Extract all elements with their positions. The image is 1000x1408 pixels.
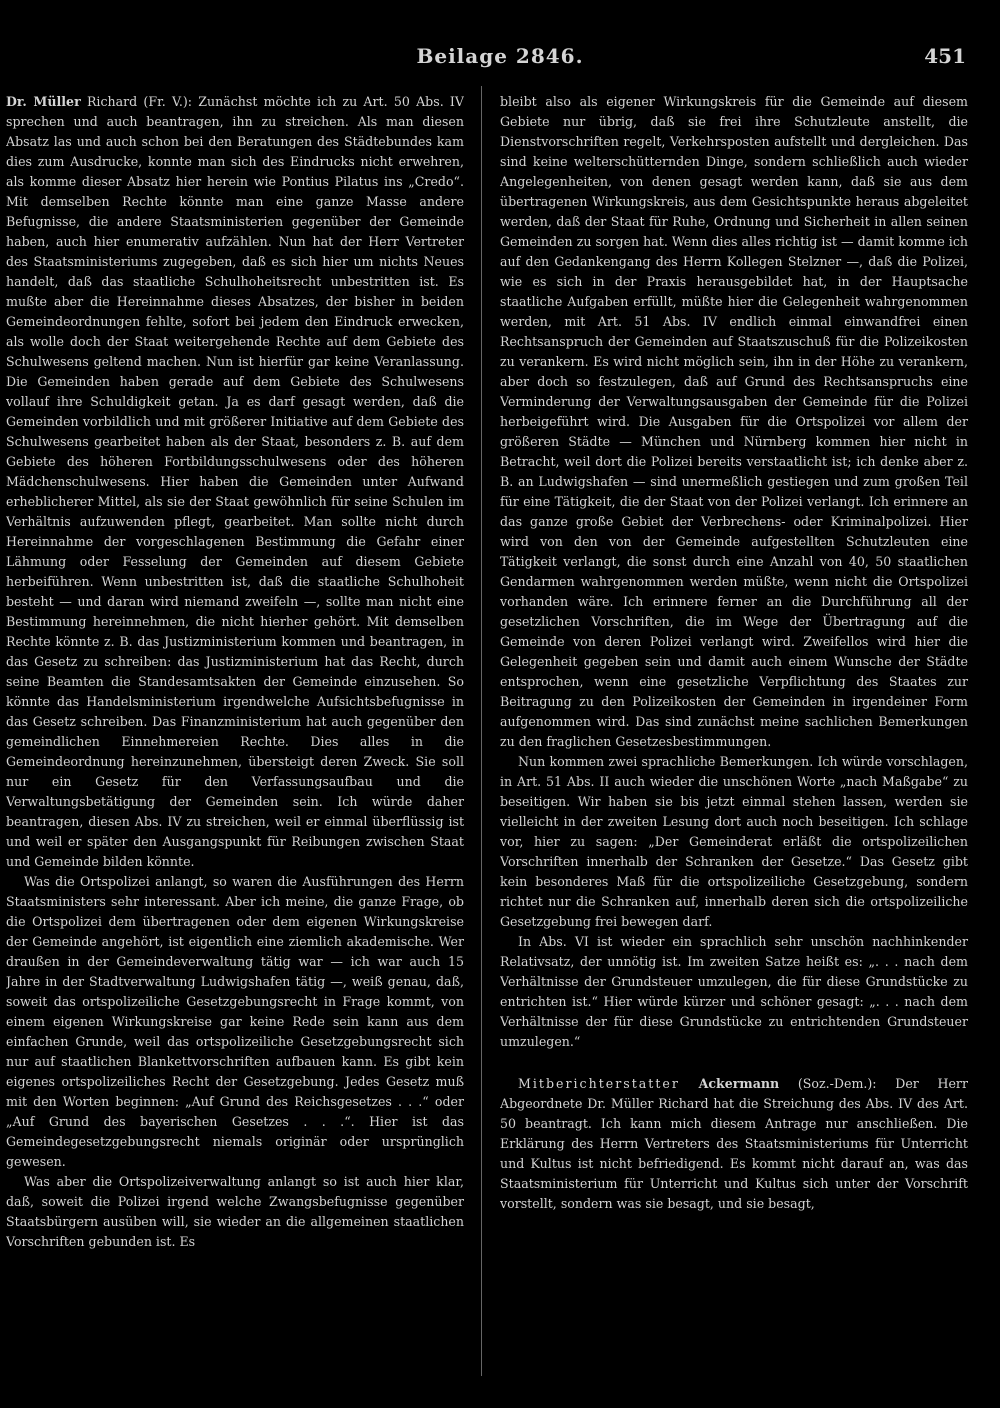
paragraph-text: Richard (Fr. V.): Zunächst möchte ich zu Art. 50 Abs. IV sprechen und auch beantragen, ihn zu streichen. Als man diesen Absatz las und auch schon bei den Beratungen des Städtebundes kam dies zum Ausdrucke, konnte man sich des Eindrucks nicht erwehren, als komme dieser Absatz hier herein wie Pontius Pilatus ins „Credo“. Mit demselben Rechte könnte man eine ganze Masse andere Befugnisse, die andere Staatsministerien gegenüber der Gemeinde haben, auch hier enumerativ aufzählen. Nun hat der Herr Vertreter des Staatsministeriums zugegeben, daß es sich hier um nichts Neues handelt, daß das staatliche Schulhoheitsrecht unbestritten ist. Es mußte aber die Hereinnahme dieses Absatzes, der bisher in beiden Gemeindeordnungen fehlte, sofort bei jedem den Eindruck erwecken, als wolle doch der Staat weitergehende Rechte auf dem Gebiete des Schulwesens geltend machen. Nun ist hierfür gar keine Veranlassung. Die Gemeinden haben gerade auf dem Gebiete des Schulwesens vollauf ihre Schuldigkeit getan. Ja es darf gesagt werden, daß die Gemeinden vorbildlich und mit größerer Initiative auf dem Gebiete des Schulwesens gearbeitet haben als der Staat, besonders z. B. auf dem Gebiete des höheren Fortbildungsschulwesens oder des höheren Mädchenschulwesens. Hier haben die Gemeinden unter Aufwand erheblicherer Mittel, als sie der Staat gewöhnlich für seine Schulen im Verhältnis aufzuwenden pflegt, gearbeitet. Man sollte nicht durch Hereinnahme der vorgeschlagenen Bestimmung die Gefahr einer Lähmung oder Fesselung der Gemeinden auf diesem Gebiete herbeiführen. Wenn unbestritten ist, daß die staatliche Schulhoheit besteht — und daran wird niemand zweifeln —, sollte man nicht eine Bestimmung hereinnehmen, die nicht hierher gehört. Mit demselben Rechte könnte z. B. das Justizministerium kommen und beantragen, in das Gesetz zu schreiben: das Justizministerium hat das Recht, durch seine Beamten die Standesamtsakten der Gemeinde einzusehen. So könnte das Handelsministerium irgendwelche Aufsichtsbefugnisse in das Gesetz schreiben. Das Finanzministerium hat auch gegenüber den gemeindlichen Einnehmereien Rechte. Dies alles in die Gemeindeordnung hereinzunehmen, übersteigt deren Zweck. Sie soll nur ein Gesetz für den Verfassungsaufbau und die Verwaltungsbetätigung der Gemeinden sein. Ich würde daher beantragen, diesen Abs. IV zu streichen, weil er einmal überflüssig ist und weil er später den Ausgangspunkt für Reibungen zwischen Staat und Gemeinde bilden könnte.	[6, 94, 464, 869]
paragraph-text: (Soz.-Dem.): Der Herr Abgeordnete Dr. Müller Richard hat die Streichung des Abs. IV des Art. 50 beantragt. Ich kann mich diesem Antrage nur anschließen. Die Erklärung des Herrn Vertreters des Staatsministeriums für Unterricht und Kultus ist nicht befriedigend. Es kommt nicht darauf an, was das Staatsministerium für Unterricht und Kultus sich unter der Vorschrift vorstellt, sondern was sie besagt, und sie besagt,	[500, 1076, 968, 1211]
left-column	[6, 92, 464, 1392]
speaker-name: Dr. Müller	[6, 94, 81, 109]
right-column	[500, 92, 968, 1392]
paragraph-ortspolizeiverwaltung: Was aber die Ortspolizeiverwaltung anlangt so ist auch hier klar, daß, soweit die Polizei irgend welche Zwangsbefugnisse gegenüber Staatsbürgern ausüben will, sie wieder an die allgemeinen staatlichen Vorschriften gebunden ist. Es	[6, 1174, 464, 1249]
speaker-role: Mitberichterstatter	[518, 1076, 680, 1091]
paragraph-mueller-speech	[6, 92, 464, 872]
page-number: 451	[924, 44, 966, 68]
page-header-title: Beilage 2846.	[416, 44, 584, 68]
paragraph-language-remarks: Nun kommen zwei sprachliche Bemerkungen. Ich würde vorschlagen, in Art. 51 Abs. II auch wieder die unschönen Worte „nach Maßgabe“ zu beseitigen. Wir haben sie bis jetzt einmal stehen lassen, werden sie vielleicht in der zweiten Lesung dort auch noch beseitigen. Ich schlage vor, hier zu sagen: „Der Gemeinderat erläßt die ortspolizeilichen Vorschriften innerhalb der Schranken der Gesetze.“ Das Gesetz gibt kein besonderes Maß für die ortspolizeiliche Gesetzgebung, sondern richtet nur die Schranken auf, innerhalb deren sich die ortspolizeiliche Gesetzgebung frei bewegen darf.	[500, 754, 968, 929]
paragraph-abs-vi: In Abs. VI ist wieder ein sprachlich sehr unschön nachhinkender Relativsatz, der unnötig ist. Im zweiten Satze heißt es: „. . . nach dem Verhältnisse der Grundsteuer umzulegen, die für diese Grundstücke zu entrichten ist.“ Hier würde kürzer und schöner gesagt: „. . . nach dem Verhältnisse der für diese Grundstücke zu entrichtenden Grundsteuer umzulegen.“	[500, 934, 968, 1049]
column-divider	[481, 86, 482, 1376]
paragraph-ackermann-speech	[500, 1074, 968, 1214]
speaker-name: Ackermann	[698, 1076, 780, 1091]
paragraph-ortspolizei: Was die Ortspolizei anlangt, so waren die Ausführungen des Herrn Staatsministers sehr interessant. Aber ich meine, die ganze Frage, ob die Ortspolizei dem übertragenen oder dem eigenen Wirkungskreise der Gemeinde angehört, ist eigentlich eine ziemlich akademische. Wer draußen in der Gemeindeverwaltung tätig war — ich war auch 15 Jahre in der Stadtverwaltung Ludwigshafen tätig —, weiß genau, daß, soweit das ortspolizeiliche Gesetzgebungsrecht in Frage kommt, von einem eigenen Wirkungskreise gar keine Rede sein kann aus dem einfachen Grunde, weil das ortspolizeiliche Gesetzgebungsrecht sich nur auf staatlichen Blankettvorschriften aufbauen kann. Es gibt kein eigenes ortspolizeiliches Recht der Gesetzgebung. Jedes Gesetz muß mit den Worten beginnen: „Auf Grund des Reichsgesetzes . . .“ oder „Auf Grund des bayerischen Gesetzes . . .“. Hier ist das Gemeindegesetzgebungsrecht niemals originär oder ursprünglich gewesen.	[6, 874, 464, 1169]
paragraph-continuation: bleibt also als eigener Wirkungskreis für die Gemeinde auf diesem Gebiete nur übrig, daß sie frei ihre Schutzleute anstellt, die Dienstvorschriften regelt, Verkehrsposten aufstellt und dergleichen. Das sind keine welterschütternden Dinge, sondern schließlich auch wieder Angelegenheiten, von denen gesagt werden kann, daß sie aus dem übertragenen Wirkungskreis, aus dem Gesichtspunkte heraus abgeleitet werden, daß der Staat für Ruhe, Ordnung und Sicherheit in allen seinen Gemeinden zu sorgen hat. Wenn dies alles richtig ist — damit komme ich auf den Gedankengang des Herrn Kollegen Stelzner —, daß die Polizei, wie es sich in der Praxis herausgebildet hat, in der Hauptsache staatliche Aufgaben erfüllt, müßte hier die Gelegenheit wahrgenommen werden, mit Art. 51 Abs. IV endlich einmal einwandfrei einen Rechtsanspruch der Gemeinden auf Staatszuschuß für die Polizeikosten zu verankern. Es wird nicht möglich sein, ihn in der Höhe zu verankern, aber doch so festzulegen, daß auf Grund des Rechtsanspruchs eine Verminderung der Verwaltungsausgaben der Gemeinde für die Polizei herbeigeführt wird. Die Ausgaben für die Ortspolizei vor allem der größeren Städte — München und Nürnberg kommen hier nicht in Betracht, weil dort die Polizei bereits verstaatlicht ist; ich denke aber z. B. an Ludwigshafen — sind unermeßlich gestiegen und zum großen Teil für eine Tätigkeit, die der Staat von der Polizei verlangt. Ich erinnere an das ganze große Gebiet der Verbrechens- oder Kriminalpolizei. Hier wird von den von der Gemeinde aufgestellten Schutzleuten eine Tätigkeit verlangt, die sonst durch eine Anzahl von 40, 50 staatlichen Gendarmen wahrgenommen werden müßte, wenn nicht die Ortspolizei vorhanden wäre. Ich erinnere ferner an die Durchführung all der gesetzlichen Vorschriften, die im Wege der Übertragung auf die Gemeinde von deren Polizei verlangt wird. Zweifellos wird hier die Gelegenheit gegeben sein und damit auch einem Wunsche der Städte entsprochen, wenn eine gesetzliche Verpflichtung des Staates zur Beitragung zu den Polizeikosten der Gemeinden in irgendeiner Form aufgenommen wird. Das sind zunächst meine sachlichen Bemerkungen zu den fraglichen Gesetzesbestimmungen.	[500, 94, 968, 749]
